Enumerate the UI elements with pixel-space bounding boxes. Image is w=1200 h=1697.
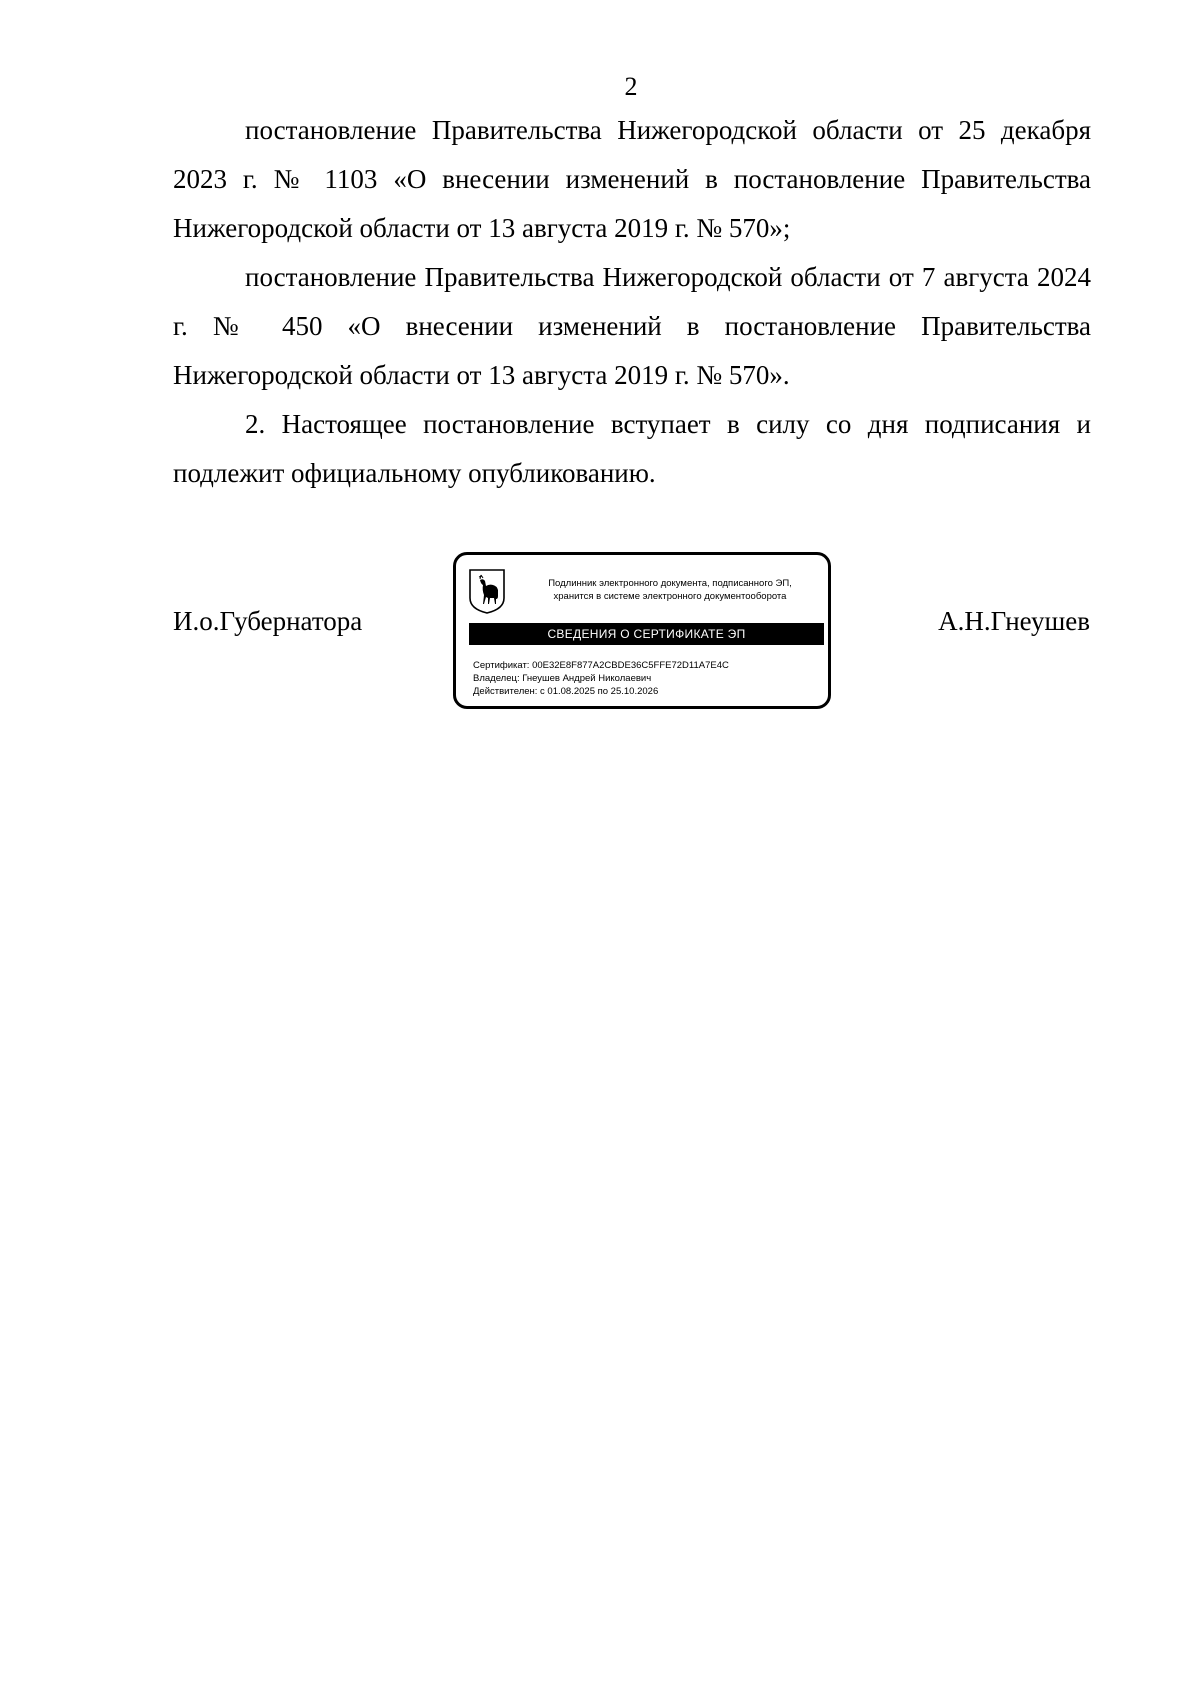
stamp-certificate-header: СВЕДЕНИЯ О СЕРТИФИКАТЕ ЭП bbox=[469, 623, 824, 645]
stamp-validity: Действителен: с 01.08.2025 по 25.10.2026 bbox=[473, 686, 659, 697]
stamp-owner: Владелец: Гнеушев Андрей Николаевич bbox=[473, 673, 652, 684]
page-number: 2 bbox=[624, 72, 638, 101]
paragraph-resolution-450: постановление Правительства Нижегородской области от 7 августа 2024 г. № 450 «О внесении изменений в постановление Правительства Нижегородской области от 13 августа 2019 г. № 570». bbox=[173, 262, 1091, 390]
document-body bbox=[173, 106, 1091, 498]
deer-emblem-icon bbox=[468, 568, 506, 614]
stamp-notice bbox=[514, 577, 826, 603]
stamp-notice-line-1: Подлинник электронного документа, подписанного ЭП, bbox=[548, 578, 792, 589]
signatory-title: И.о.Губернатора bbox=[173, 606, 363, 636]
electronic-signature-stamp bbox=[453, 552, 831, 709]
stamp-certificate-number: Сертификат: 00E32E8F877A2CBDE36C5FFE72D11A7E4C bbox=[473, 660, 729, 671]
signatory-name: А.Н.Гнеушев bbox=[938, 606, 1090, 636]
paragraph-resolution-1103: постановление Правительства Нижегородской области от 25 декабря 2023 г. № 1103 «О внесении изменений в постановление Правительства Нижегородской области от 13 августа 2019 г. № 570»; bbox=[173, 115, 1091, 243]
stamp-certificate-details bbox=[473, 659, 729, 698]
paragraph-effective-date: 2. Настоящее постановление вступает в силу со дня подписания и подлежит официальному опубликованию. bbox=[173, 409, 1091, 488]
stamp-notice-line-2: хранится в системе электронного документооборота bbox=[553, 591, 787, 602]
